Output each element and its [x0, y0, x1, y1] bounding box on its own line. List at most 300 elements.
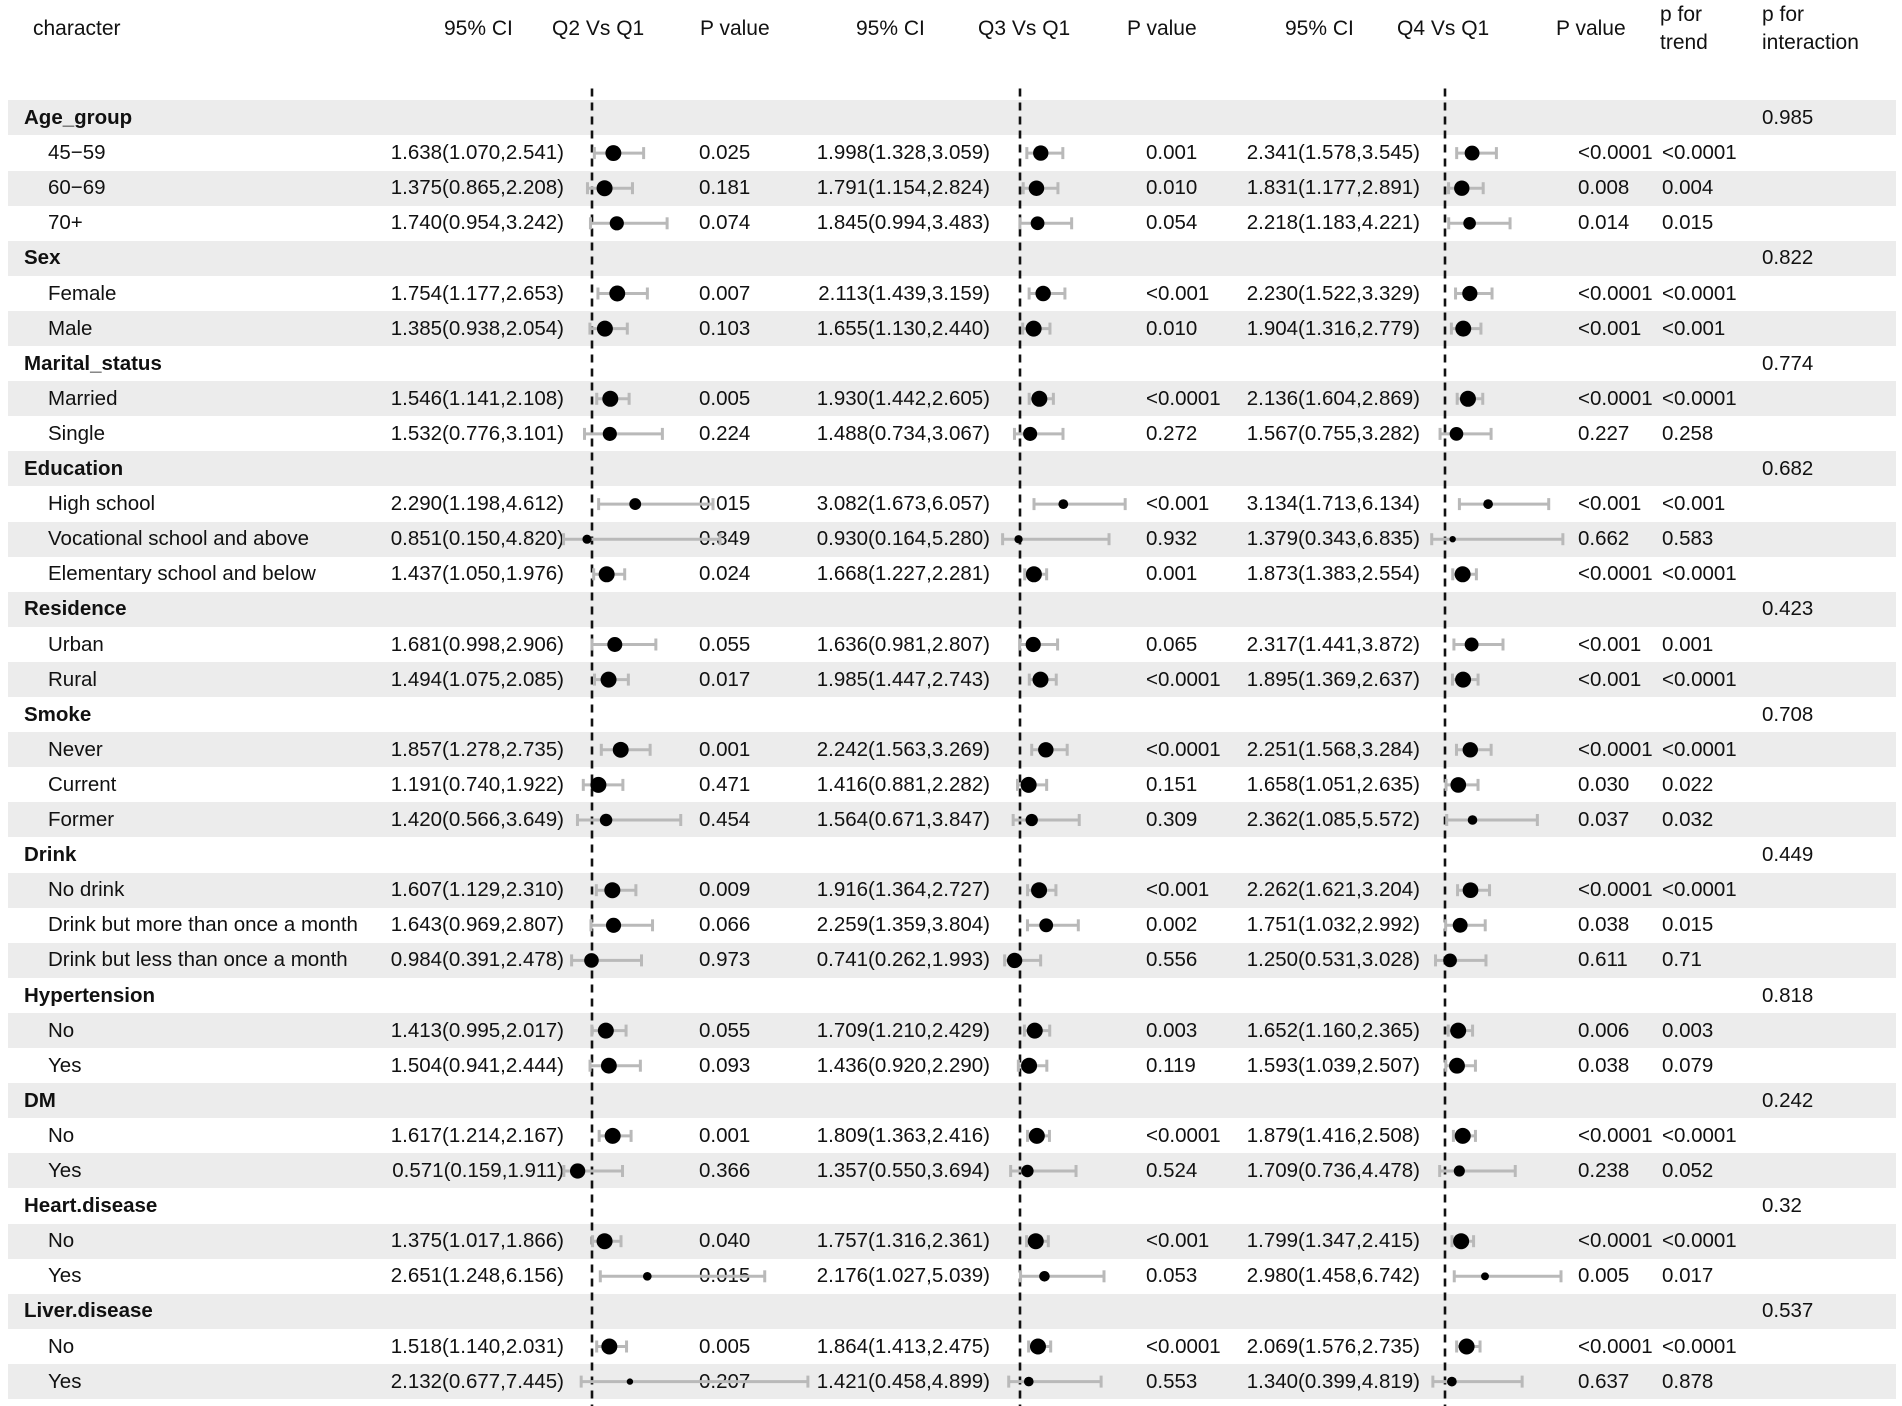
ci-mark-q2: [584, 427, 662, 441]
p-trend: <0.0001: [1662, 878, 1737, 902]
row-label: Yes: [48, 1264, 82, 1288]
point-estimate: [1038, 742, 1053, 757]
ci-mark-q2: [590, 216, 667, 230]
ci-value-q3: 1.864(1.413,2.475): [816, 1334, 990, 1358]
row-label: Drink but more than once a month: [48, 913, 358, 937]
point-estimate: [1024, 1377, 1034, 1387]
p-value-q4: <0.0001: [1578, 141, 1653, 165]
ci-mark-q3: [1029, 286, 1065, 301]
row-label: No: [48, 1123, 75, 1147]
ci-value-q4: 1.658(1.051,2.635): [1246, 772, 1420, 796]
header-ci-q4: 95% CI: [1285, 17, 1354, 40]
ci-value-q2: 1.420(0.566,3.649): [390, 808, 564, 831]
point-estimate: [1454, 1165, 1465, 1176]
p-value-q3: 0.119: [1146, 1053, 1196, 1077]
ci-value-q4: 1.652(1.160,2.365): [1246, 1018, 1420, 1042]
ci-mark-q4: [1451, 321, 1481, 337]
p-value-q2: 0.366: [699, 1159, 751, 1182]
row-label: Drink but less than once a month: [48, 948, 348, 972]
ci-value-q3: 1.930(1.442,2.605): [816, 386, 990, 410]
ci-value-q4: 2.136(1.604,2.869): [1246, 386, 1420, 410]
point-estimate: [1029, 180, 1044, 195]
p-value-q3: 0.065: [1146, 632, 1198, 656]
ci-value-q3: 1.998(1.328,3.059): [816, 141, 990, 165]
ci-value-q2: 1.638(1.070,2.541): [390, 141, 564, 165]
group-label: Marital_status: [24, 351, 162, 375]
ci-mark-q3: [1029, 672, 1056, 688]
ci-value-q2: 1.413(0.995,2.017): [390, 1018, 564, 1042]
p-value-q3: 0.010: [1146, 176, 1198, 200]
ci-value-q2: 1.375(1.017,1.866): [390, 1229, 564, 1253]
ci-mark-q3: [1018, 1058, 1046, 1074]
ci-value-q3: 2.242(1.563,3.269): [816, 737, 990, 761]
row-label: High school: [48, 492, 156, 516]
p-value-q4: 0.227: [1578, 421, 1630, 445]
ci-mark-q2: [600, 1270, 764, 1282]
ci-value-q4: 1.593(1.039,2.507): [1246, 1053, 1420, 1077]
point-estimate: [1021, 777, 1037, 793]
point-estimate: [1021, 1165, 1033, 1177]
p-value-q2: 0.025: [699, 141, 751, 165]
ci-value-q3: 1.668(1.227,2.281): [816, 562, 990, 586]
p-value-q4: <0.001: [1578, 632, 1642, 656]
ci-value-q3: 1.655(1.130,2.440): [816, 316, 990, 340]
ci-mark-q3: [1023, 321, 1050, 337]
p-value-q4: <0.0001: [1578, 1123, 1653, 1147]
ci-value-q4: 1.379(0.343,6.835): [1246, 527, 1420, 551]
p-value-q2: 0.074: [699, 211, 751, 235]
group-label: Age_group: [24, 106, 133, 129]
p-value-q2: 0.055: [699, 1018, 751, 1042]
p-trend: 0.022: [1662, 772, 1714, 796]
ci-mark-q4: [1457, 1339, 1480, 1355]
row-label: 70+: [48, 211, 83, 235]
ci-mark-q2: [593, 1233, 621, 1249]
p-value-q2: 0.055: [699, 632, 751, 656]
p-value-q3: 0.054: [1146, 211, 1198, 235]
p-interaction: 0.708: [1762, 702, 1814, 726]
ci-value-q2: 1.504(0.941,2.444): [390, 1053, 564, 1077]
p-value-q4: <0.0001: [1578, 878, 1653, 902]
p-value-q4: <0.0001: [1578, 1334, 1653, 1358]
ci-mark-q4: [1452, 1233, 1474, 1249]
header-character: character: [33, 17, 121, 40]
ci-mark-q2: [601, 742, 650, 758]
p-trend: 0.001: [1662, 632, 1714, 656]
p-value-q4: <0.001: [1578, 667, 1642, 691]
point-estimate: [1450, 427, 1464, 441]
p-value-q3: <0.0001: [1146, 1334, 1221, 1358]
ci-value-q2: 1.857(1.278,2.735): [390, 737, 564, 761]
p-value-q4: <0.0001: [1578, 281, 1653, 305]
p-value-q2: 0.001: [699, 1123, 751, 1147]
ci-mark-q4: [1440, 1165, 1516, 1177]
p-value-q4: 0.008: [1578, 176, 1630, 200]
ci-value-q4: 1.873(1.383,2.554): [1246, 562, 1420, 586]
ci-mark-q3: [1028, 1128, 1050, 1144]
p-value-q4: 0.037: [1578, 808, 1630, 831]
point-estimate: [1483, 499, 1493, 509]
p-trend: 0.017: [1662, 1264, 1714, 1288]
p-value-q2: 0.224: [699, 421, 751, 445]
point-estimate: [601, 1339, 617, 1355]
point-estimate: [1455, 1128, 1471, 1144]
p-value-q3: 0.272: [1146, 421, 1198, 445]
point-estimate: [601, 672, 617, 688]
point-estimate: [1455, 672, 1471, 688]
ci-mark-q3: [1009, 1376, 1101, 1388]
p-trend: 0.004: [1662, 176, 1714, 200]
p-value-q3: <0.0001: [1146, 1123, 1221, 1147]
ci-mark-q3: [1013, 814, 1079, 826]
ci-mark-q4: [1432, 533, 1563, 545]
ci-mark-q2: [590, 1058, 640, 1074]
ci-mark-q4: [1454, 638, 1503, 652]
point-estimate: [1026, 321, 1042, 337]
header-p-trend-line1: p for: [1660, 3, 1703, 26]
point-estimate: [1026, 566, 1042, 582]
row-label: Vocational school and above: [48, 527, 310, 551]
row-label: No: [48, 1018, 75, 1042]
ci-value-q3: 1.636(0.981,2.807): [816, 632, 990, 656]
p-value-q4: 0.006: [1578, 1018, 1630, 1042]
p-value-q2: 0.017: [699, 667, 751, 691]
ci-mark-q2: [564, 1163, 623, 1178]
ci-value-q4: 1.250(0.531,3.028): [1246, 948, 1420, 972]
ci-value-q4: 1.751(1.032,2.992): [1246, 913, 1420, 937]
p-value-q4: 0.038: [1578, 913, 1630, 937]
point-estimate: [1007, 953, 1022, 968]
point-estimate: [598, 1023, 614, 1039]
point-estimate: [1453, 918, 1468, 933]
ci-value-q3: 1.709(1.210,2.429): [816, 1018, 990, 1042]
p-value-q3: 0.003: [1146, 1018, 1198, 1042]
row-label: Yes: [48, 1053, 82, 1077]
point-estimate: [1014, 535, 1022, 543]
p-value-q2: 0.066: [699, 913, 751, 937]
p-trend: 0.258: [1662, 421, 1714, 445]
point-estimate: [1031, 882, 1047, 898]
p-trend: <0.0001: [1662, 737, 1737, 761]
ci-mark-q3: [1027, 145, 1063, 160]
point-estimate: [1463, 882, 1479, 898]
row-label: Never: [48, 737, 103, 761]
point-estimate: [1039, 1271, 1050, 1282]
point-estimate: [1463, 217, 1476, 230]
p-value-q3: 0.524: [1146, 1159, 1198, 1182]
p-trend: 0.878: [1662, 1369, 1714, 1393]
p-interaction: 0.242: [1762, 1088, 1814, 1112]
ci-value-q3: 1.421(0.458,4.899): [816, 1369, 990, 1393]
ci-mark-q3: [1028, 882, 1056, 898]
p-value-q2: 0.973: [699, 948, 751, 972]
ci-mark-q4: [1446, 1058, 1476, 1074]
ci-mark-q2: [594, 145, 643, 161]
row-label: 60−69: [48, 176, 106, 200]
p-value-q4: 0.030: [1578, 772, 1630, 796]
ci-value-q3: 1.436(0.920,2.290): [816, 1053, 990, 1077]
group-label: Education: [24, 457, 124, 480]
header-p-q3: P value: [1127, 17, 1197, 40]
point-estimate: [1021, 1058, 1037, 1074]
ci-value-q2: 1.546(1.141,2.108): [390, 386, 564, 410]
ci-value-q3: 1.357(0.550,3.694): [816, 1159, 990, 1182]
point-estimate: [605, 1128, 621, 1144]
ci-value-q3: 0.741(0.262,1.993): [816, 948, 990, 972]
header-cmp-q2: Q2 Vs Q1: [552, 17, 645, 40]
point-estimate: [1039, 918, 1053, 932]
ci-mark-q3: [1021, 1270, 1104, 1282]
point-estimate: [1481, 1272, 1489, 1280]
p-interaction: 0.822: [1762, 246, 1814, 270]
point-estimate: [1027, 1023, 1043, 1039]
p-value-q2: 0.007: [699, 281, 751, 305]
p-trend: 0.052: [1662, 1159, 1714, 1182]
ci-value-q2: 0.571(0.159,1.911): [392, 1159, 564, 1182]
p-interaction: 0.818: [1762, 983, 1814, 1007]
ci-mark-q2: [590, 321, 627, 337]
row-label: Married: [48, 386, 118, 410]
point-estimate: [605, 145, 621, 161]
ci-value-q4: 1.831(1.177,2.891): [1246, 176, 1420, 200]
point-estimate: [1453, 1233, 1469, 1249]
ci-value-q4: 1.904(1.316,2.779): [1246, 316, 1420, 340]
p-value-q4: <0.001: [1578, 492, 1642, 516]
ci-value-q4: 2.251(1.568,3.284): [1246, 737, 1420, 761]
ci-value-q4: 2.317(1.441,3.872): [1246, 632, 1420, 656]
p-value-q4: 0.014: [1578, 211, 1630, 235]
point-estimate: [607, 637, 622, 652]
point-estimate: [1026, 814, 1038, 826]
point-estimate: [1460, 391, 1476, 407]
group-label: Smoke: [24, 702, 92, 726]
point-estimate: [1449, 1058, 1465, 1074]
ci-mark-q3: [1005, 953, 1041, 968]
ci-value-q4: 1.879(1.416,2.508): [1246, 1123, 1420, 1147]
ci-mark-q2: [599, 498, 713, 510]
p-value-q4: <0.0001: [1578, 737, 1653, 761]
p-value-q3: 0.553: [1146, 1369, 1198, 1393]
p-value-q3: <0.0001: [1146, 386, 1221, 410]
ci-value-q2: 1.532(0.776,3.101): [390, 421, 564, 445]
point-estimate: [1029, 1128, 1045, 1144]
ci-value-q4: 2.341(1.578,3.545): [1246, 141, 1420, 165]
point-estimate: [1455, 321, 1471, 337]
header-p-trend-line2: trend: [1660, 31, 1708, 54]
p-value-q4: 0.611: [1578, 948, 1628, 972]
point-estimate: [603, 427, 617, 441]
point-estimate: [601, 1058, 617, 1074]
p-value-q2: 0.849: [699, 527, 751, 551]
ci-value-q4: 1.709(0.736,4.478): [1246, 1159, 1420, 1182]
ci-value-q3: 1.985(1.447,2.743): [816, 667, 990, 691]
point-estimate: [613, 742, 629, 758]
p-value-q4: <0.001: [1578, 316, 1642, 340]
point-estimate: [609, 286, 625, 302]
ci-value-q3: 1.809(1.363,2.416): [816, 1123, 990, 1147]
point-estimate: [1468, 815, 1478, 825]
p-value-q4: <0.0001: [1578, 1229, 1653, 1253]
point-estimate: [1035, 286, 1050, 301]
ci-value-q4: 2.262(1.621,3.204): [1246, 878, 1420, 902]
ci-mark-q3: [1024, 1023, 1049, 1039]
point-estimate: [1031, 216, 1045, 230]
group-label: Liver.disease: [24, 1299, 153, 1323]
p-trend: <0.001: [1662, 492, 1726, 516]
row-label: Urban: [48, 632, 104, 656]
ci-mark-q4: [1449, 180, 1484, 195]
p-interaction: 0.774: [1762, 351, 1814, 375]
p-value-q2: 0.103: [699, 316, 751, 340]
p-value-q3: <0.001: [1146, 878, 1210, 902]
p-value-q2: 0.001: [699, 737, 751, 761]
p-interaction: 0.449: [1762, 843, 1814, 867]
p-value-q2: 0.009: [699, 878, 751, 902]
p-value-q3: <0.001: [1146, 281, 1210, 305]
header-p-q2: P value: [700, 17, 770, 40]
ci-mark-q4: [1454, 1270, 1561, 1282]
point-estimate: [570, 1163, 585, 1178]
row-label: No: [48, 1334, 75, 1358]
ci-mark-q3: [1027, 1233, 1049, 1249]
ci-mark-q3: [1020, 216, 1072, 230]
ci-value-q2: 1.754(1.177,2.653): [390, 281, 564, 305]
p-interaction: 0.423: [1762, 597, 1814, 621]
ci-mark-q3: [1029, 391, 1053, 407]
ci-value-q2: 1.494(1.075,2.085): [390, 667, 564, 691]
ci-mark-q4: [1440, 427, 1491, 441]
point-estimate: [1447, 1377, 1457, 1387]
point-estimate: [1450, 1023, 1466, 1039]
p-value-q2: 0.024: [699, 562, 751, 586]
row-label: Yes: [48, 1159, 82, 1182]
p-value-q2: 0.093: [699, 1053, 751, 1077]
ci-value-q3: 0.930(0.164,5.280): [816, 527, 990, 551]
ci-mark-q3: [1014, 427, 1063, 441]
header-cmp-q4: Q4 Vs Q1: [1397, 17, 1490, 40]
point-estimate: [590, 777, 606, 793]
header-p-int-line1: p for: [1762, 3, 1805, 26]
p-interaction: 0.32: [1762, 1194, 1802, 1218]
point-estimate: [610, 216, 624, 230]
row-label: Male: [48, 316, 93, 340]
ci-value-q2: 1.437(1.050,1.976): [390, 562, 564, 586]
p-value-q4: 0.238: [1578, 1159, 1630, 1182]
ci-mark-q2: [572, 953, 642, 968]
ci-mark-q3: [1023, 180, 1058, 195]
ci-value-q3: 2.113(1.439,3.159): [818, 281, 990, 305]
ci-mark-q4: [1458, 882, 1490, 898]
p-value-q2: 0.207: [699, 1369, 751, 1393]
ci-value-q3: 2.176(1.027,5.039): [816, 1264, 990, 1288]
point-estimate: [627, 1378, 633, 1384]
ci-mark-q3: [1032, 742, 1067, 757]
p-value-q3: 0.010: [1146, 316, 1198, 340]
ci-value-q4: 1.567(0.755,3.282): [1246, 421, 1420, 445]
p-value-q3: 0.556: [1146, 948, 1198, 972]
p-trend: <0.0001: [1662, 386, 1737, 410]
ci-mark-q2: [595, 672, 629, 688]
p-trend: <0.001: [1662, 316, 1726, 340]
p-trend: 0.583: [1662, 527, 1714, 551]
point-estimate: [1449, 536, 1455, 542]
ci-mark-q2: [581, 1376, 808, 1388]
ci-mark-q2: [594, 566, 625, 582]
point-estimate: [1462, 286, 1477, 301]
p-trend: <0.0001: [1662, 1334, 1737, 1358]
p-value-q4: <0.0001: [1578, 386, 1653, 410]
ci-mark-q3: [1020, 637, 1058, 652]
point-estimate: [597, 180, 613, 196]
point-estimate: [602, 391, 618, 407]
p-value-q4: 0.637: [1578, 1369, 1630, 1393]
point-estimate: [1058, 499, 1068, 509]
ci-value-q4: 2.218(1.183,4.221): [1246, 211, 1420, 235]
ci-value-q2: 1.191(0.740,1.922): [390, 772, 564, 796]
row-label: Rural: [48, 667, 97, 691]
point-estimate: [1459, 1339, 1475, 1355]
ci-mark-q2: [597, 1339, 627, 1355]
ci-value-q4: 1.340(0.399,4.819): [1246, 1369, 1420, 1393]
point-estimate: [1032, 672, 1048, 688]
point-estimate: [1455, 566, 1471, 582]
point-estimate: [582, 535, 591, 544]
point-estimate: [1033, 145, 1048, 160]
point-estimate: [1454, 180, 1469, 195]
p-value-q2: 0.005: [699, 1334, 751, 1358]
ci-value-q4: 1.799(1.347,2.415): [1246, 1229, 1420, 1253]
ci-mark-q2: [587, 180, 632, 196]
ci-value-q3: 1.845(0.994,3.483): [816, 211, 990, 235]
ci-mark-q2: [597, 391, 629, 407]
p-value-q2: 0.005: [699, 386, 751, 410]
p-trend: 0.003: [1662, 1018, 1714, 1042]
ci-value-q2: 0.851(0.150,4.820): [390, 527, 564, 551]
p-interaction: 0.985: [1762, 106, 1814, 129]
p-trend: 0.015: [1662, 211, 1714, 235]
ci-value-q3: 1.791(1.154,2.824): [816, 176, 990, 200]
ci-value-q2: 1.617(1.214,2.167): [390, 1123, 564, 1147]
ci-mark-q4: [1459, 498, 1548, 510]
ci-mark-q2: [598, 286, 647, 302]
p-value-q2: 0.040: [699, 1229, 751, 1253]
ci-mark-q4: [1453, 1128, 1475, 1144]
ci-mark-q3: [1029, 1339, 1051, 1355]
ci-value-q2: 1.518(1.140,2.031): [390, 1334, 564, 1358]
ci-value-q2: 1.607(1.129,2.310): [390, 878, 564, 902]
p-trend: 0.079: [1662, 1053, 1714, 1077]
point-estimate: [1030, 1339, 1046, 1355]
row-label: Elementary school and below: [48, 562, 316, 586]
ci-value-q4: 1.895(1.369,2.637): [1246, 667, 1420, 691]
header-ci-q2: 95% CI: [444, 17, 513, 40]
ci-value-q3: 1.916(1.364,2.727): [816, 878, 990, 902]
p-value-q2: 0.015: [699, 492, 751, 516]
point-estimate: [1443, 954, 1457, 968]
p-trend: 0.015: [1662, 913, 1714, 937]
p-value-q3: <0.0001: [1146, 737, 1221, 761]
p-trend: <0.0001: [1662, 667, 1737, 691]
ci-mark-q4: [1447, 814, 1538, 826]
point-estimate: [599, 566, 615, 582]
ci-value-q2: 2.132(0.677,7.445): [390, 1369, 564, 1393]
p-value-q3: 0.309: [1146, 808, 1198, 831]
point-estimate: [1450, 777, 1466, 793]
ci-value-q2: 1.740(0.954,3.242): [390, 211, 564, 235]
point-estimate: [604, 882, 620, 898]
row-label: Female: [48, 281, 117, 305]
ci-value-q3: 1.416(0.881,2.282): [816, 772, 990, 796]
